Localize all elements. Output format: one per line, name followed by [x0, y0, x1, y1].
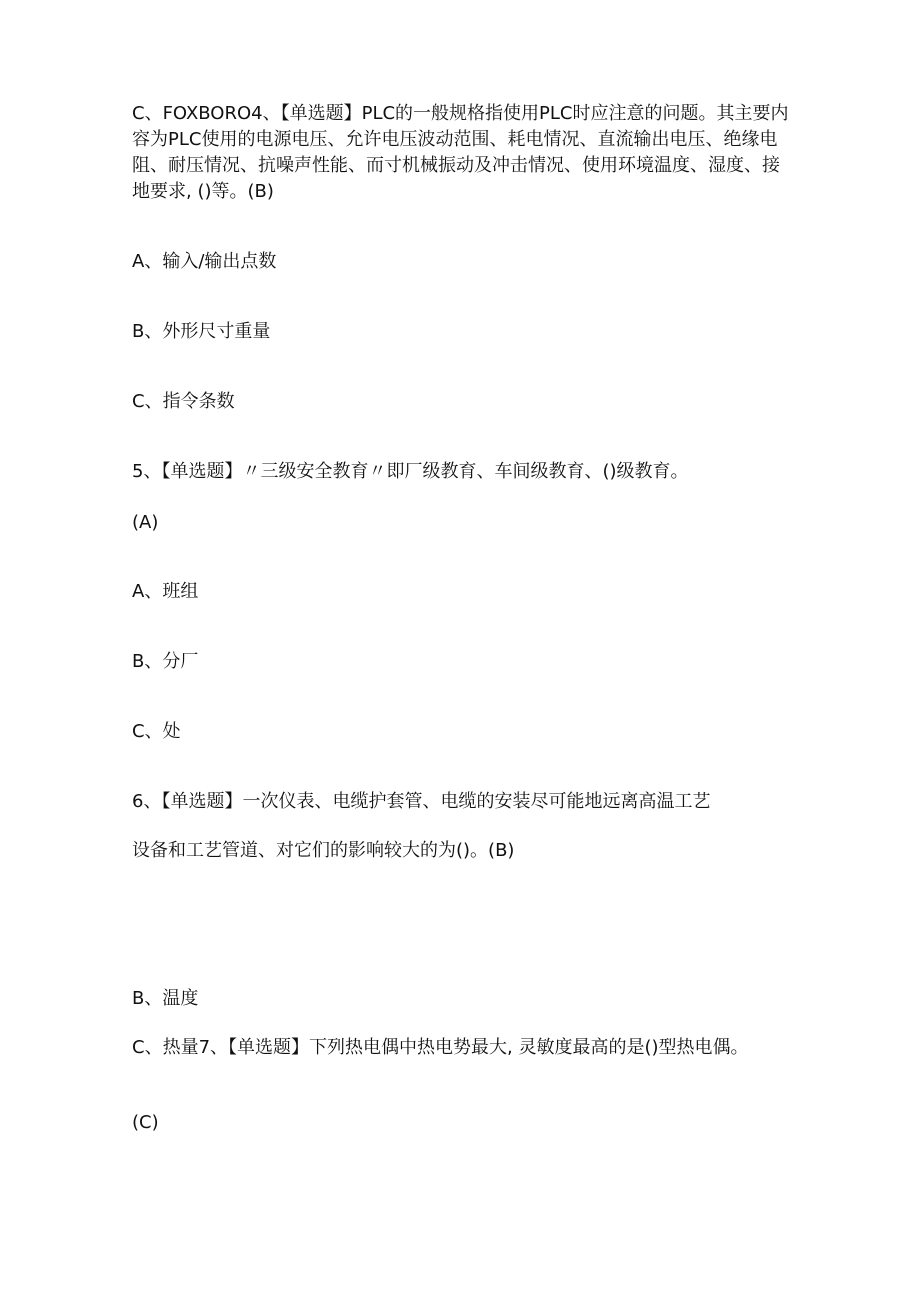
q5-answer: (A): [132, 512, 159, 533]
q5-option-a: A、班组: [132, 581, 199, 602]
q4-option-c: C、指令条数: [132, 391, 235, 412]
q6-option-b: B、温度: [132, 988, 199, 1009]
q4-option-b: B、外形尺寸重量: [132, 321, 271, 342]
q6-option-c-and-q7-question: C、热量7、【单选题】下列热电偶中热电势最大, 灵敏度最高的是()型热电偶。: [132, 1037, 749, 1058]
q7-answer: (C): [132, 1112, 159, 1133]
q5-option-b: B、分厂: [132, 651, 199, 672]
q4-option-c-and-q4-question: C、FOXBORO4、【单选题】PLC的一般规格指使用PLC时应注意的问题。其主要内容为PLC使用的电源电压、允许电压波动范围、耗电情况、直流输出电压、绝缘电阻、耐压情况、抗噪声性能、而寸机械振动及冲击情况、使用环境温度、湿度、接地要求, ()等。(B): [132, 103, 789, 202]
q6-question-line-1: 6、【单选题】一次仪表、电缆护套管、电缆的安装尽可能地远离高温工艺: [132, 791, 711, 812]
q5-option-c: C、处: [132, 721, 181, 742]
q6-question-line-2: 设备和工艺管道、对它们的影响较大的为()。(B): [132, 840, 515, 861]
q5-question: 5、【单选题】〃三级安全教育〃即厂级教育、车间级教育、()级教育。: [132, 461, 689, 482]
q4-option-a: A、输入/输出点数: [132, 251, 277, 272]
